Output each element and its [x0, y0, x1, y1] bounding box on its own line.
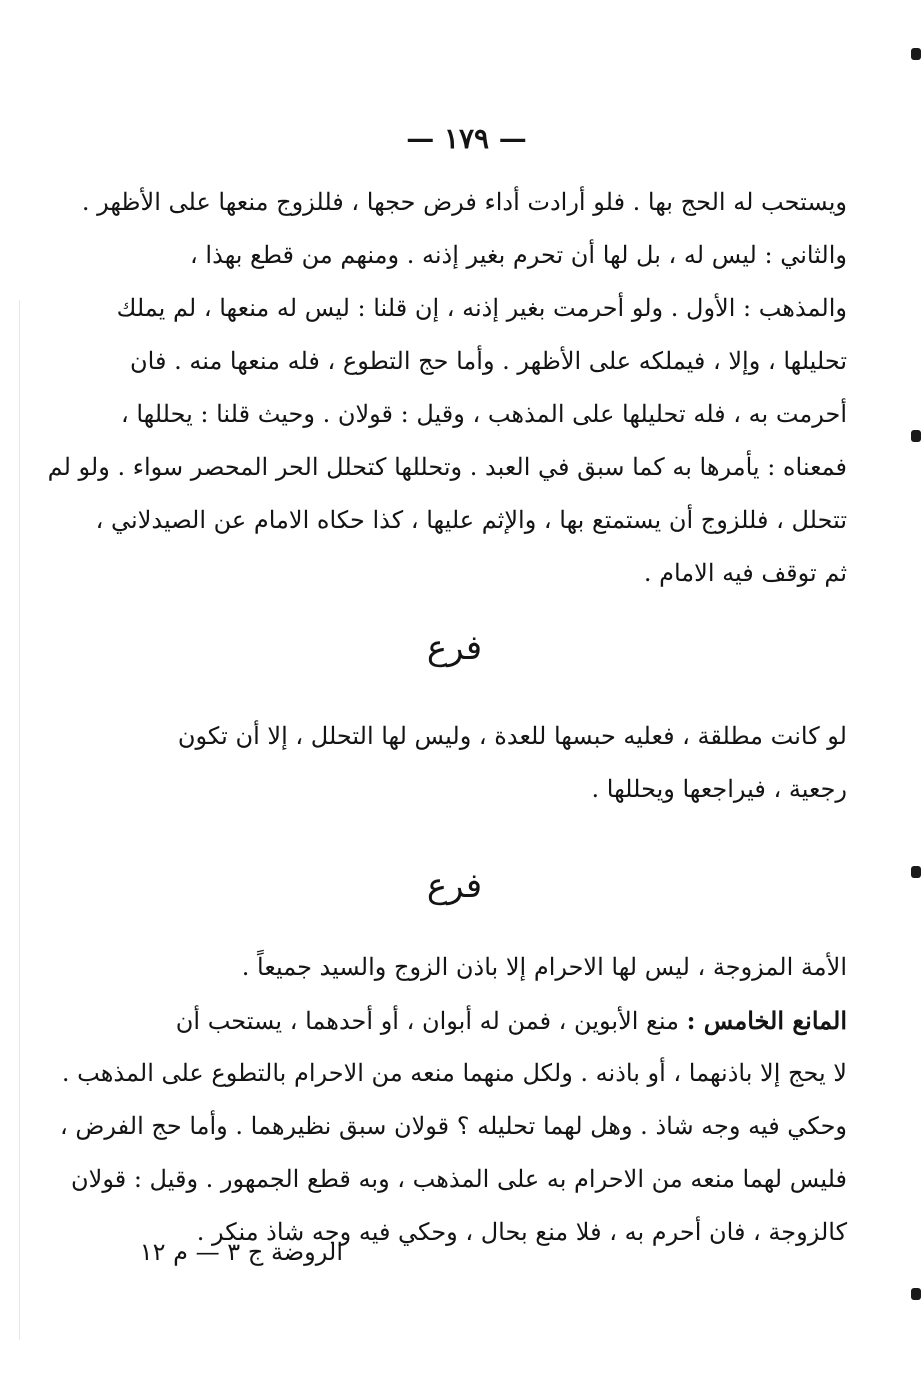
scan-edge-mark: [911, 1288, 921, 1300]
paragraph-1-line: والثاني : ليس له ، بل لها أن تحرم بغير إذنه . ومنهم من قطع بهذا ،: [190, 241, 847, 269]
paragraph-3-line: لا يحج إلا باذنهما ، أو باذنه . ولكل منهما منعه من الاحرام بالتطوع على المذهب .: [61, 1059, 847, 1087]
page-number: — ١٧٩ —: [406, 122, 527, 155]
paragraph-3: [59, 941, 847, 1259]
paragraph-1-line: تتحلل ، فللزوج أن يستمتع بها ، والإثم عليها ، كذا حكاه الامام عن الصيدلاني ،: [95, 506, 847, 534]
paragraph-1: [47, 176, 847, 600]
paragraph-3-line: فليس لهما منعه من الاحرام به على المذهب ، وبه قطع الجمهور . وقيل : قولان: [71, 1165, 847, 1193]
paragraph-1-line: والمذهب : الأول . ولو أحرمت بغير إذنه ، إن قلنا : ليس له منعها ، لم يملك: [116, 294, 847, 322]
paragraph-2-line: لو كانت مطلقة ، فعليه حبسها للعدة ، وليس لها التحلل ، إلا أن تكون: [177, 722, 847, 750]
footer-signature: الروضة ج ٣ — م ١٢: [139, 1238, 343, 1266]
paragraph-3-line-rest: منع الأبوين ، فمن له أبوان ، أو أحدهما ، يستحب أن: [175, 1007, 687, 1035]
scan-edge-line: [19, 300, 20, 1340]
paragraph-1-line: ويستحب له الحج بها . فلو أرادت أداء فرض حجها ، فللزوج منعها على الأظهر .: [81, 188, 847, 216]
paragraph-2-line: رجعية ، فيراجعها ويحللها .: [591, 775, 847, 803]
scan-edge-mark: [911, 430, 921, 442]
paragraph-1-line: فمعناه : يأمرها به كما سبق في العبد . وتحللها كتحلل الحر المحصر سواء . ولو لم: [47, 453, 847, 481]
section-heading-far: فرع: [426, 628, 483, 668]
section-heading-far: فرع: [426, 866, 483, 906]
paragraph-1-line: تحليلها ، وإلا ، فيملكه على الأظهر . وأما حج التطوع ، فله منعها منه . فان: [130, 347, 847, 375]
paragraph-3-line: وحكي فيه وجه شاذ . وهل لهما تحليله ؟ قولان سبق نظيرهما . وأما حج الفرض ،: [59, 1112, 847, 1140]
paragraph-3-line: الأمة المزوجة ، ليس لها الاحرام إلا باذن الزوج والسيد جميعاً .: [241, 953, 847, 981]
paragraph-1-line: أحرمت به ، فله تحليلها على المذهب ، وقيل : قولان . وحيث قلنا : يحللها ،: [120, 400, 847, 428]
paragraph-1-line: ثم توقف فيه الامام .: [643, 559, 847, 587]
scan-edge-mark: [911, 866, 921, 878]
bold-lead-term: المانع الخامس :: [686, 1006, 847, 1035]
paragraph-3-line: كالزوجة ، فان أحرم به ، فلا منع بحال ، وحكي فيه وجه شاذ منكر .: [196, 1218, 847, 1246]
paragraph-3-line: [131, 994, 847, 1047]
scan-edge-mark: [911, 48, 921, 60]
book-page: [12, 0, 921, 1378]
paragraph-2: [131, 710, 847, 816]
